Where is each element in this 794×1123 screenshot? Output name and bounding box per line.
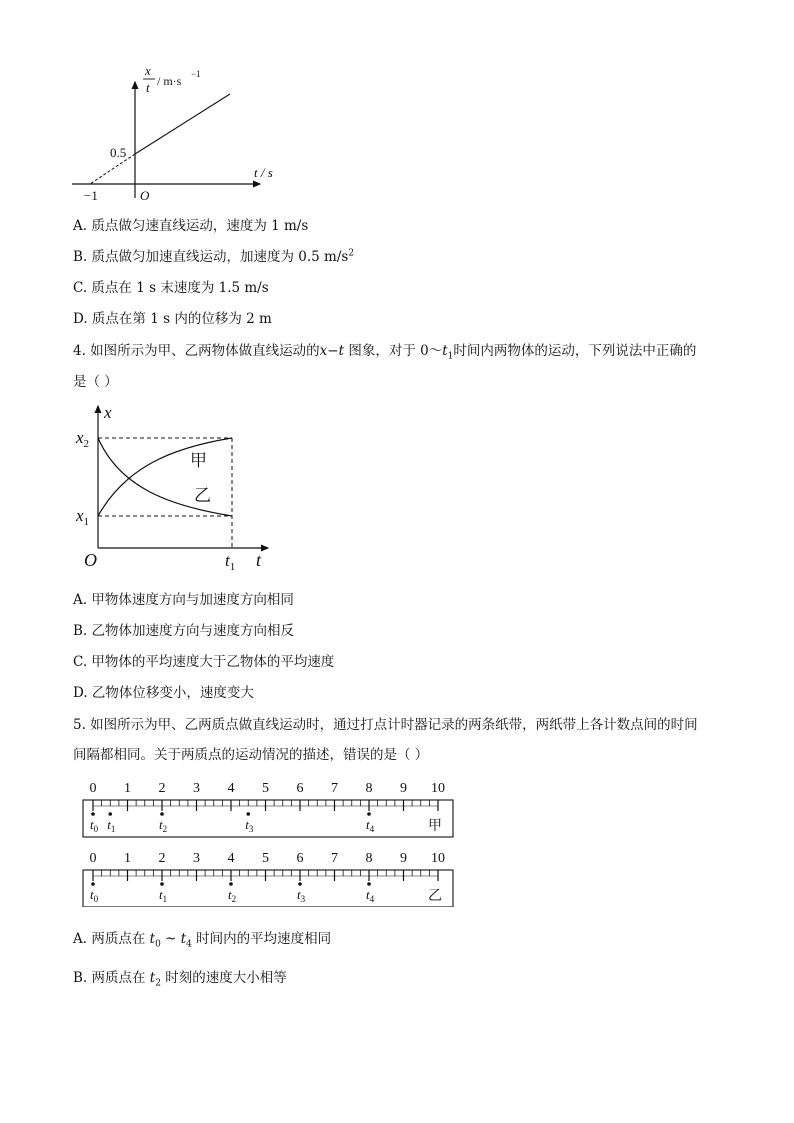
q5-a-post: 时间内的平均速度相同: [191, 931, 332, 947]
tape-jia-ruler-number: 7: [331, 781, 338, 796]
x1-sub: 1: [83, 516, 90, 528]
tape-jia-ruler-number: 0: [89, 781, 97, 796]
intercept-label: 0.5: [110, 145, 127, 160]
tape-yi-dot: [160, 882, 164, 886]
q5-a-t0: t: [149, 931, 156, 947]
tape-yi-dot-label: [297, 887, 306, 904]
t1-main: t: [225, 551, 230, 570]
tape-jia-dot-label-sub: 4: [369, 824, 375, 834]
tape-yi-ruler-number: 10: [431, 851, 445, 866]
paper-tapes: [75, 772, 475, 907]
tape-jia-ruler-number: 6: [296, 781, 304, 796]
tape-yi-dot-label-sub: 3: [300, 894, 306, 904]
tape-jia-dot-label: [366, 817, 375, 834]
tape-yi-dot-label: [228, 887, 236, 904]
q5-b-post: 时刻的速度大小相等: [160, 970, 287, 986]
tape-yi-tape-frame: [83, 870, 453, 907]
tape-jia-dot-label-main: t: [366, 817, 370, 832]
tape-yi-dot-label-main: t: [90, 887, 94, 902]
tape-yi-dot-label-sub: 2: [231, 894, 237, 904]
tape-yi-dot-label: [90, 887, 99, 904]
tape-jia-dot-label-main: t: [245, 817, 249, 832]
tape-jia-ruler-number: 4: [227, 781, 235, 796]
tape-yi-ruler-number: 5: [262, 851, 269, 866]
tape-jia-ruler-number: 2: [158, 781, 166, 796]
tape-yi-dot-label-main: t: [159, 887, 163, 902]
tape-yi-ruler-number: 3: [193, 851, 200, 866]
x-axis-label: x: [104, 403, 112, 422]
tape-jia-dot-label-sub: 0: [93, 824, 99, 834]
tape-jia-dot-label: [245, 817, 254, 834]
tape-jia-dot-label: [159, 817, 167, 834]
q4-stem-line2: 是（ ）: [73, 374, 118, 390]
t-axis-label: t / s: [254, 165, 273, 180]
tape-jia-dot-label-main: t: [90, 817, 94, 832]
tape-jia-ruler-number: 3: [193, 781, 200, 796]
origin-label-2: O: [84, 550, 97, 570]
q5-a-t4: t: [180, 931, 187, 947]
q5-b-pre: B. 两质点在: [73, 970, 150, 986]
tape-jia-dot: [367, 812, 371, 816]
tape-jia-ruler-number: 10: [431, 781, 445, 796]
tape-yi-ruler-number: 7: [331, 851, 338, 866]
q5-stem-line2: 间隔都相同。关于两质点的运动情况的描述，错误的是（ ）: [73, 747, 429, 763]
tape-yi-ruler-number: 8: [365, 851, 373, 866]
tape-yi-dot-label-main: t: [297, 887, 301, 902]
tape-yi-ruler-number: 2: [158, 851, 166, 866]
curve-jia-label: 甲: [190, 451, 207, 471]
y-label-unit: / m·s: [157, 74, 182, 88]
q4-stem-mid: 图象，对于 0～: [344, 343, 443, 359]
data-line: [135, 94, 230, 154]
tape-yi-dot-label-main: t: [366, 887, 370, 902]
q4-stem-post: 时间内两物体的运动，下列说法中正确的: [453, 343, 697, 359]
q5-a-pre: A. 两质点在: [73, 931, 150, 947]
tape-jia-dot-label-sub: 2: [162, 824, 168, 834]
q5-option-a: [73, 927, 331, 950]
tape-yi-dot: [91, 882, 95, 886]
tape-yi-ruler-number: 1: [124, 851, 131, 866]
tape-yi-ruler-number: 4: [227, 851, 235, 866]
graph-x-t: [70, 398, 300, 573]
curve-yi-label: 乙: [194, 486, 211, 506]
tape-yi-dot-label-main: t: [228, 887, 232, 902]
tape-yi-dot-label-sub: 4: [369, 894, 375, 904]
y-label-num: x: [145, 63, 151, 78]
neg-label: −1: [84, 188, 98, 203]
tape-jia-dot-label-sub: 1: [110, 824, 116, 834]
tape-yi-ruler-number: 6: [296, 851, 304, 866]
y-label-exp: −1: [191, 69, 201, 79]
tape-yi-ruler-number: 9: [400, 851, 407, 866]
q3-option-b: [73, 245, 354, 265]
tape-jia-name: 甲: [428, 818, 442, 834]
tape-jia-dot-label: [107, 817, 115, 834]
tape-yi-name: 乙: [428, 888, 442, 904]
tape-jia-dot: [91, 812, 95, 816]
q3-option-b-text: B. 质点做匀加速直线运动，加速度为 0.5 m/s: [73, 249, 349, 265]
t-axis-label-2: t: [256, 550, 262, 570]
q4-stem-pre: 4. 如图所示为甲、乙两物体做直线运动的: [73, 343, 320, 359]
tape-jia-ruler-number: 5: [262, 781, 269, 796]
tape-yi-ruler-number: 0: [89, 851, 97, 866]
x2-main: x: [76, 428, 84, 447]
graph-x-over-t: [60, 58, 300, 208]
q4-stem-var: x−t: [319, 343, 345, 359]
q3-option-a: A. 质点做匀速直线运动，速度为 1 m/s: [73, 218, 309, 234]
tape-jia-dot: [160, 812, 164, 816]
x2-label: [75, 428, 89, 450]
q5-b-t-sub: 2: [155, 978, 161, 989]
q5-a-sep: ~: [160, 931, 181, 947]
q5-stem-line1: 5. 如图所示为甲、乙两质点做直线运动时，通过打点计时器记录的两条纸带，两纸带上各计数点间的时间: [73, 717, 698, 733]
tape-jia-ruler-number: 9: [400, 781, 407, 796]
tape-jia-ruler-number: 8: [365, 781, 373, 796]
q5-a-t4-sub: 4: [186, 939, 192, 950]
tape-jia-ruler-number: 1: [124, 781, 131, 796]
tape-jia-dot: [246, 812, 250, 816]
tape-yi-dot-label: [366, 887, 375, 904]
tape-yi-dot: [367, 882, 371, 886]
tape-jia-dot: [108, 812, 112, 816]
q5-option-b: [73, 966, 287, 989]
tape-jia-dot-label: [90, 817, 99, 834]
q5-a-t0-sub: 0: [155, 939, 161, 950]
tape-jia: [83, 781, 453, 837]
q4-option-c: C. 甲物体的平均速度大于乙物体的平均速度: [73, 654, 335, 670]
curve-yi: [98, 438, 232, 516]
q5-b-t: t: [149, 970, 156, 986]
q4-stem-t: t: [442, 343, 448, 359]
tape-yi-dot-label-sub: 1: [162, 894, 168, 904]
tape-yi-dot-label: [159, 887, 167, 904]
tape-yi-dot: [229, 882, 233, 886]
q4-stem-t-sub: 1: [447, 351, 454, 362]
curve-jia: [98, 438, 232, 516]
tape-yi-dot: [298, 882, 302, 886]
tape-jia-dot-label-sub: 3: [248, 824, 254, 834]
tape-jia-dot-label-main: t: [107, 817, 111, 832]
tape-jia-tape-frame: [83, 800, 453, 837]
tape-yi-dot-label-sub: 0: [93, 894, 99, 904]
q4-stem-line1: [73, 339, 696, 362]
tape-yi: [83, 851, 453, 907]
q3-option-b-sup: 2: [348, 248, 355, 259]
y-label-den: t: [146, 80, 150, 95]
tape-jia-dot-label-main: t: [159, 817, 163, 832]
t1-label: [225, 551, 235, 573]
q4-option-b: B. 乙物体加速度方向与速度方向相反: [73, 623, 295, 639]
x1-label: [75, 506, 89, 528]
q3-option-d: D. 质点在第 1 s 内的位移为 2 m: [73, 311, 272, 327]
x2-sub: 2: [83, 438, 90, 450]
q4-option-d: D. 乙物体位移变小，速度变大: [73, 685, 254, 701]
t1-sub: 1: [229, 561, 236, 573]
q3-option-c: C. 质点在 1 s 末速度为 1.5 m/s: [73, 280, 269, 296]
origin-label: O: [140, 188, 150, 203]
q4-option-a: A. 甲物体速度方向与加速度方向相同: [73, 592, 294, 608]
x1-main: x: [76, 506, 84, 525]
